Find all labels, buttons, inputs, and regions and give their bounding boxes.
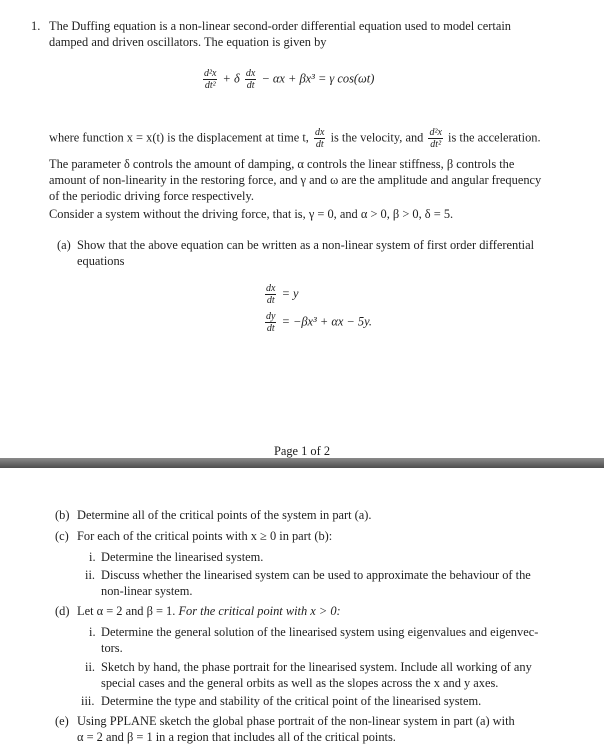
acceleration-fraction	[428, 127, 442, 150]
acceleration-numerator: d²x	[429, 127, 442, 138]
part-d-label: (d)	[55, 604, 70, 618]
second-derivative-denominator: dt²	[204, 80, 216, 91]
part-d-text-italic: For the critical point with x > 0:	[178, 604, 341, 618]
part-d-iii-text: Determine the type and stability of the critical point of the linearised system.	[101, 694, 482, 708]
consider-line: Consider a system without the driving force, that is, γ = 0, and α > 0, β > 0, δ = 5.	[49, 207, 454, 221]
dxdt-fraction	[265, 283, 276, 306]
part-b-text: Determine all of the critical points of the system in part (a).	[77, 508, 372, 522]
part-c-ii-line-1: Discuss whether the linearised system can be used to approximate the behaviour of the	[101, 568, 531, 582]
acceleration-denominator: dt²	[430, 139, 442, 150]
problem-number: 1.	[31, 19, 41, 33]
part-e-label: (e)	[55, 714, 69, 728]
part-d-ii-line-2: special cases and the general orbits as well as the slopes across the x and y axes.	[101, 676, 499, 690]
part-d-text-normal: Let α = 2 and β = 1.	[77, 604, 176, 618]
part-c-i-label: i.	[89, 550, 96, 564]
damping-term: + δ	[222, 71, 240, 86]
part-e-line-2: α = 2 and β = 1 in a region that includes all of the critical points.	[77, 730, 396, 744]
where-line	[49, 127, 541, 150]
part-c-i-text: Determine the linearised system.	[101, 550, 264, 564]
dydt-numerator: dy	[266, 311, 276, 322]
intro-line-2: damped and driven oscillators. The equation is given by	[49, 35, 327, 49]
part-d-i-label: i.	[89, 625, 96, 639]
dxdt-denominator: dt	[266, 295, 275, 306]
system-equation-1-rhs: = y	[281, 286, 299, 301]
equation-rhs: − αx + βx³ = γ cos(ωt)	[261, 71, 375, 86]
dxdt-numerator: dx	[266, 283, 276, 294]
dydt-denominator: dt	[266, 323, 275, 334]
velocity-denominator: dt	[315, 139, 324, 150]
dydt-fraction	[265, 311, 276, 334]
system-equation-1	[263, 283, 299, 306]
first-derivative-fraction	[245, 68, 256, 91]
where-text-3: is the acceleration.	[448, 130, 541, 145]
system-equation-2	[263, 311, 372, 334]
duffing-equation	[201, 68, 374, 91]
first-derivative-denominator: dt	[246, 80, 255, 91]
first-derivative-numerator: dx	[245, 68, 256, 79]
part-c-label: (c)	[55, 529, 69, 543]
part-d-ii-line-1: Sketch by hand, the phase portrait for the linearised system. Include all working of any	[101, 660, 532, 674]
page-break-divider	[0, 458, 604, 468]
second-derivative-fraction	[203, 68, 217, 91]
part-b-label: (b)	[55, 508, 70, 522]
part-c-text: For each of the critical points with x ≥ 0 in part (b):	[77, 529, 333, 543]
intro-line-1: The Duffing equation is a non-linear second-order differential equation used to model certain	[49, 19, 511, 33]
page-footer: Page 1 of 2	[273, 444, 331, 458]
part-d-i-line-2: tors.	[101, 641, 123, 655]
part-e-line-1: Using PPLANE sketch the global phase portrait of the non-linear system in part (a) with	[77, 714, 515, 728]
part-d-text	[77, 604, 341, 619]
part-a-line-1: Show that the above equation can be written as a non-linear system of first order differential	[77, 238, 535, 252]
part-d-iii-label: iii.	[81, 694, 95, 708]
second-derivative-numerator: d²x	[204, 68, 217, 79]
parameter-line-3: of the periodic driving force respectively.	[49, 189, 254, 203]
system-equation-2-rhs: = −βx³ + αx − 5y.	[281, 314, 372, 329]
part-a-line-2: equations	[77, 254, 125, 268]
part-c-ii-label: ii.	[85, 568, 95, 582]
parameter-line-1: The parameter δ controls the amount of damping, α controls the linear stiffness, β controls the	[49, 157, 515, 171]
parameter-line-2: amount of non-linearity in the restoring force, and γ and ω are the amplitude and angular frequency	[49, 173, 542, 187]
where-text-2: is the velocity, and	[330, 130, 424, 145]
part-a-label: (a)	[57, 238, 71, 252]
page-two	[0, 468, 604, 754]
part-d-i-line-1: Determine the general solution of the linearised system using eigenvalues and eigenvec-	[101, 625, 539, 639]
velocity-fraction	[314, 127, 325, 150]
velocity-numerator: dx	[315, 127, 325, 138]
where-text-1: where function x = x(t) is the displacement at time t,	[49, 130, 309, 145]
part-d-ii-label: ii.	[85, 660, 95, 674]
part-c-ii-line-2: non-linear system.	[101, 584, 193, 598]
